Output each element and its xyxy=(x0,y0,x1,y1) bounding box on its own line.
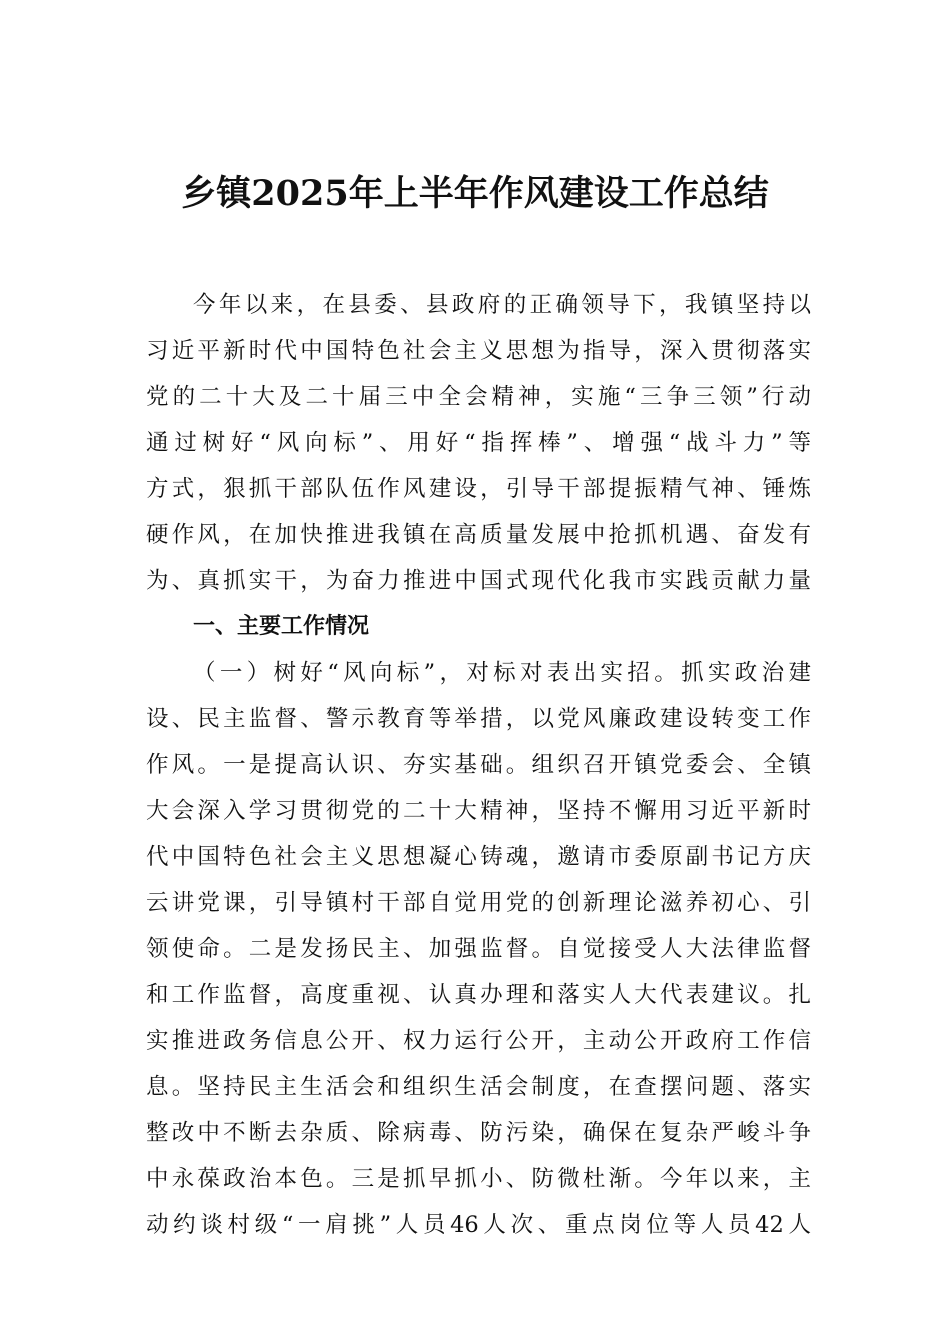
document-body xyxy=(146,282,811,1248)
paragraph-line: 领使命。二是发扬民主、加强监督。自觉接受人大法律监督 xyxy=(146,936,811,962)
paragraph-line: 云讲党课，引导镇村干部自觉用党的创新理论滋养初心、引 xyxy=(146,890,811,916)
paragraph-line: 党的二十大及二十届三中全会精神，实施“三争三领”行动 xyxy=(146,384,811,410)
paragraph-line: 硬作风，在加快推进我镇在高质量发展中抢抓机遇、奋发有 xyxy=(146,522,811,548)
paragraph-line: 和工作监督，高度重视、认真办理和落实人大代表建议。扎 xyxy=(146,982,811,1008)
paragraph-line: 代中国特色社会主义思想凝心铸魂，邀请市委原副书记方庆 xyxy=(146,844,811,870)
paragraph-line: 习近平新时代中国特色社会主义思想为指导，深入贯彻落实 xyxy=(146,338,811,364)
paragraph-line: 中永葆政治本色。三是抓早抓小、防微杜渐。今年以来，主 xyxy=(146,1166,811,1192)
document-title: 乡镇2025年上半年作风建设工作总结 xyxy=(181,173,769,214)
paragraph-line: 今年以来，在县委、县政府的正确领导下，我镇坚持以 xyxy=(193,292,811,318)
section-heading: 一、主要工作情况 xyxy=(193,614,370,639)
paragraph-line: 动约谈村级“一肩挑”人员46人次、重点岗位等人员42人 xyxy=(146,1212,811,1238)
paragraph-line: 息。坚持民主生活会和组织生活会制度，在查摆问题、落实 xyxy=(146,1074,811,1100)
paragraph-line: 实推进政务信息公开、权力运行公开，主动公开政府工作信 xyxy=(146,1028,811,1054)
paragraph-line: 为、真抓实干，为奋力推进中国式现代化我市实践贡献力量 xyxy=(146,568,811,594)
paragraph-line: 整改中不断去杂质、除病毒、防污染，确保在复杂严峻斗争 xyxy=(146,1120,811,1146)
paragraph-line: 大会深入学习贯彻党的二十大精神，坚持不懈用习近平新时 xyxy=(146,798,811,824)
paragraph-line: 设、民主监督、警示教育等举措，以党风廉政建设转变工作 xyxy=(146,706,811,732)
paragraph-line: 方式，狠抓干部队伍作风建设，引导干部提振精气神、锤炼 xyxy=(146,476,811,502)
paragraph-line: 通过树好“风向标”、用好“指挥棒”、增强“战斗力”等 xyxy=(146,430,811,456)
paragraph-line: （一）树好“风向标”，对标对表出实招。抓实政治建 xyxy=(193,660,811,686)
paragraph-line: 作风。一是提高认识、夯实基础。组织召开镇党委会、全镇 xyxy=(146,752,811,778)
